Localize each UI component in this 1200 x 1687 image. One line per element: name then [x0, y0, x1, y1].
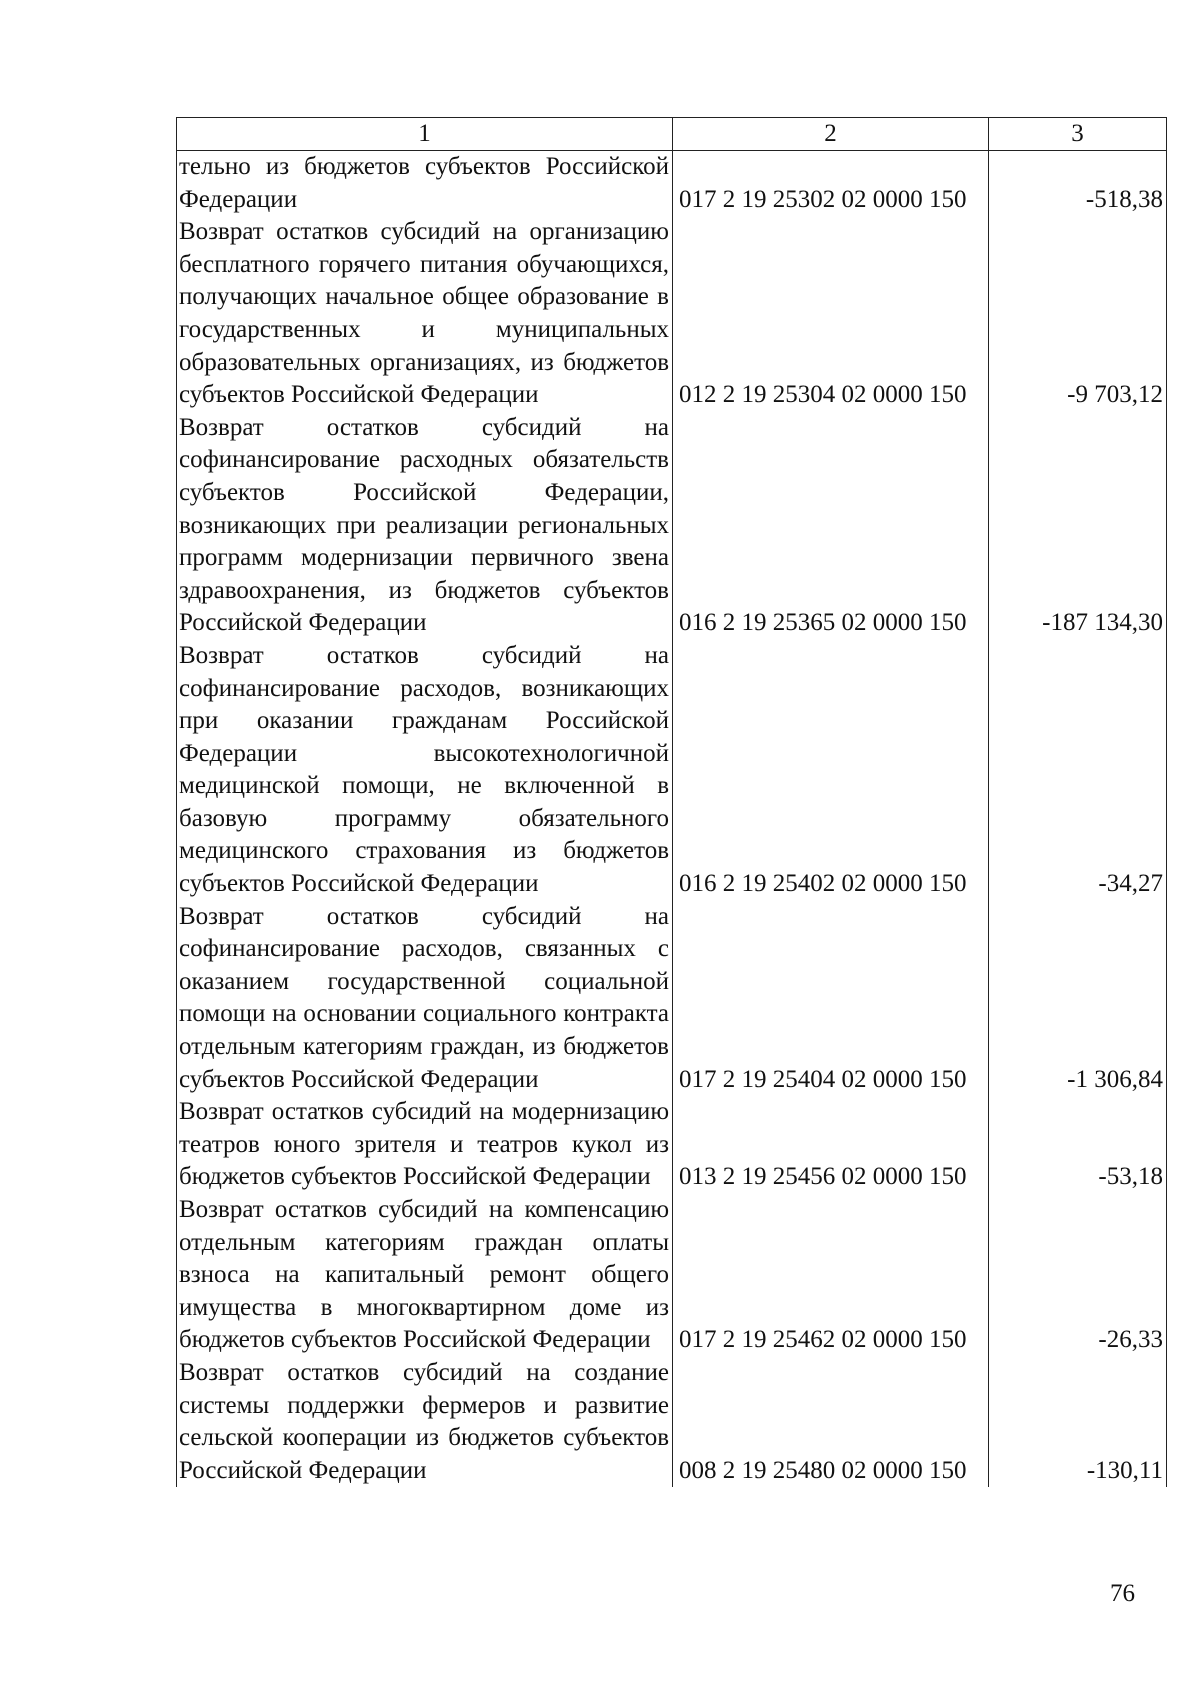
row-amount: -518,38	[989, 151, 1167, 217]
table-row	[177, 216, 1167, 412]
row-code: 016 2 19 25402 02 0000 150	[673, 640, 989, 901]
row-amount: -1 306,84	[989, 901, 1167, 1097]
row-amount: -187 134,30	[989, 412, 1167, 640]
table-body	[177, 151, 1167, 1488]
row-code: 017 2 19 25462 02 0000 150	[673, 1194, 989, 1357]
table-header	[177, 118, 1167, 151]
column-header-1: 1	[177, 118, 673, 151]
column-header-3: 3	[989, 118, 1167, 151]
page-number: 76	[1110, 1580, 1135, 1607]
table-row	[177, 1357, 1167, 1487]
row-amount: -26,33	[989, 1194, 1167, 1357]
row-name: Возврат остатков субсидий на компенсацию отдельным категориям граждан оплаты взноса на капитальный ремонт общего имущества в многоквартирном доме из бюджетов субъектов Российской Федерации	[177, 1194, 673, 1357]
row-amount: -53,18	[989, 1096, 1167, 1194]
row-amount: -9 703,12	[989, 216, 1167, 412]
row-amount: -130,11	[989, 1357, 1167, 1487]
table-row	[177, 640, 1167, 901]
row-name: Возврат остатков субсидий на софинансирование расходных обязательств субъектов Российской Федерации, возникающих при реализации региональных программ модернизации первичного звена здравоохранения, из бюджетов субъектов Российской Федерации	[177, 412, 673, 640]
table-row	[177, 412, 1167, 640]
row-name: Возврат остатков субсидий на создание системы поддержки фермеров и развитие сельской кооперации из бюджетов субъектов Российской Федерации	[177, 1357, 673, 1487]
row-amount: -34,27	[989, 640, 1167, 901]
row-code: 013 2 19 25456 02 0000 150	[673, 1096, 989, 1194]
row-name: тельно из бюджетов субъектов Российской Федерации	[177, 151, 673, 217]
budget-table	[176, 117, 1167, 1487]
table-row	[177, 1096, 1167, 1194]
table-row	[177, 151, 1167, 217]
row-name: Возврат остатков субсидий на организацию бесплатного горячего питания обучающихся, получающих начальное общее образование в государственных и муниципальных образовательных организациях, из бюджетов субъектов Российской Федерации	[177, 216, 673, 412]
table-row	[177, 1194, 1167, 1357]
row-name: Возврат остатков субсидий на софинансирование расходов, связанных с оказанием государственной социальной помощи на основании социального контракта отдельным категориям граждан, из бюджетов субъектов Российской Федерации	[177, 901, 673, 1097]
row-code: 017 2 19 25404 02 0000 150	[673, 901, 989, 1097]
row-name: Возврат остатков субсидий на софинансирование расходов, возникающих при оказании гражданам Российской Федерации высокотехнологичной медицинской помощи, не включенной в базовую программу обязательного медицинского страхования из бюджетов субъектов Российской Федерации	[177, 640, 673, 901]
row-code: 012 2 19 25304 02 0000 150	[673, 216, 989, 412]
column-header-2: 2	[673, 118, 989, 151]
table-row	[177, 901, 1167, 1097]
row-code: 008 2 19 25480 02 0000 150	[673, 1357, 989, 1487]
row-code: 017 2 19 25302 02 0000 150	[673, 151, 989, 217]
row-name: Возврат остатков субсидий на модернизацию театров юного зрителя и театров кукол из бюджетов субъектов Российской Федерации	[177, 1096, 673, 1194]
row-code: 016 2 19 25365 02 0000 150	[673, 412, 989, 640]
